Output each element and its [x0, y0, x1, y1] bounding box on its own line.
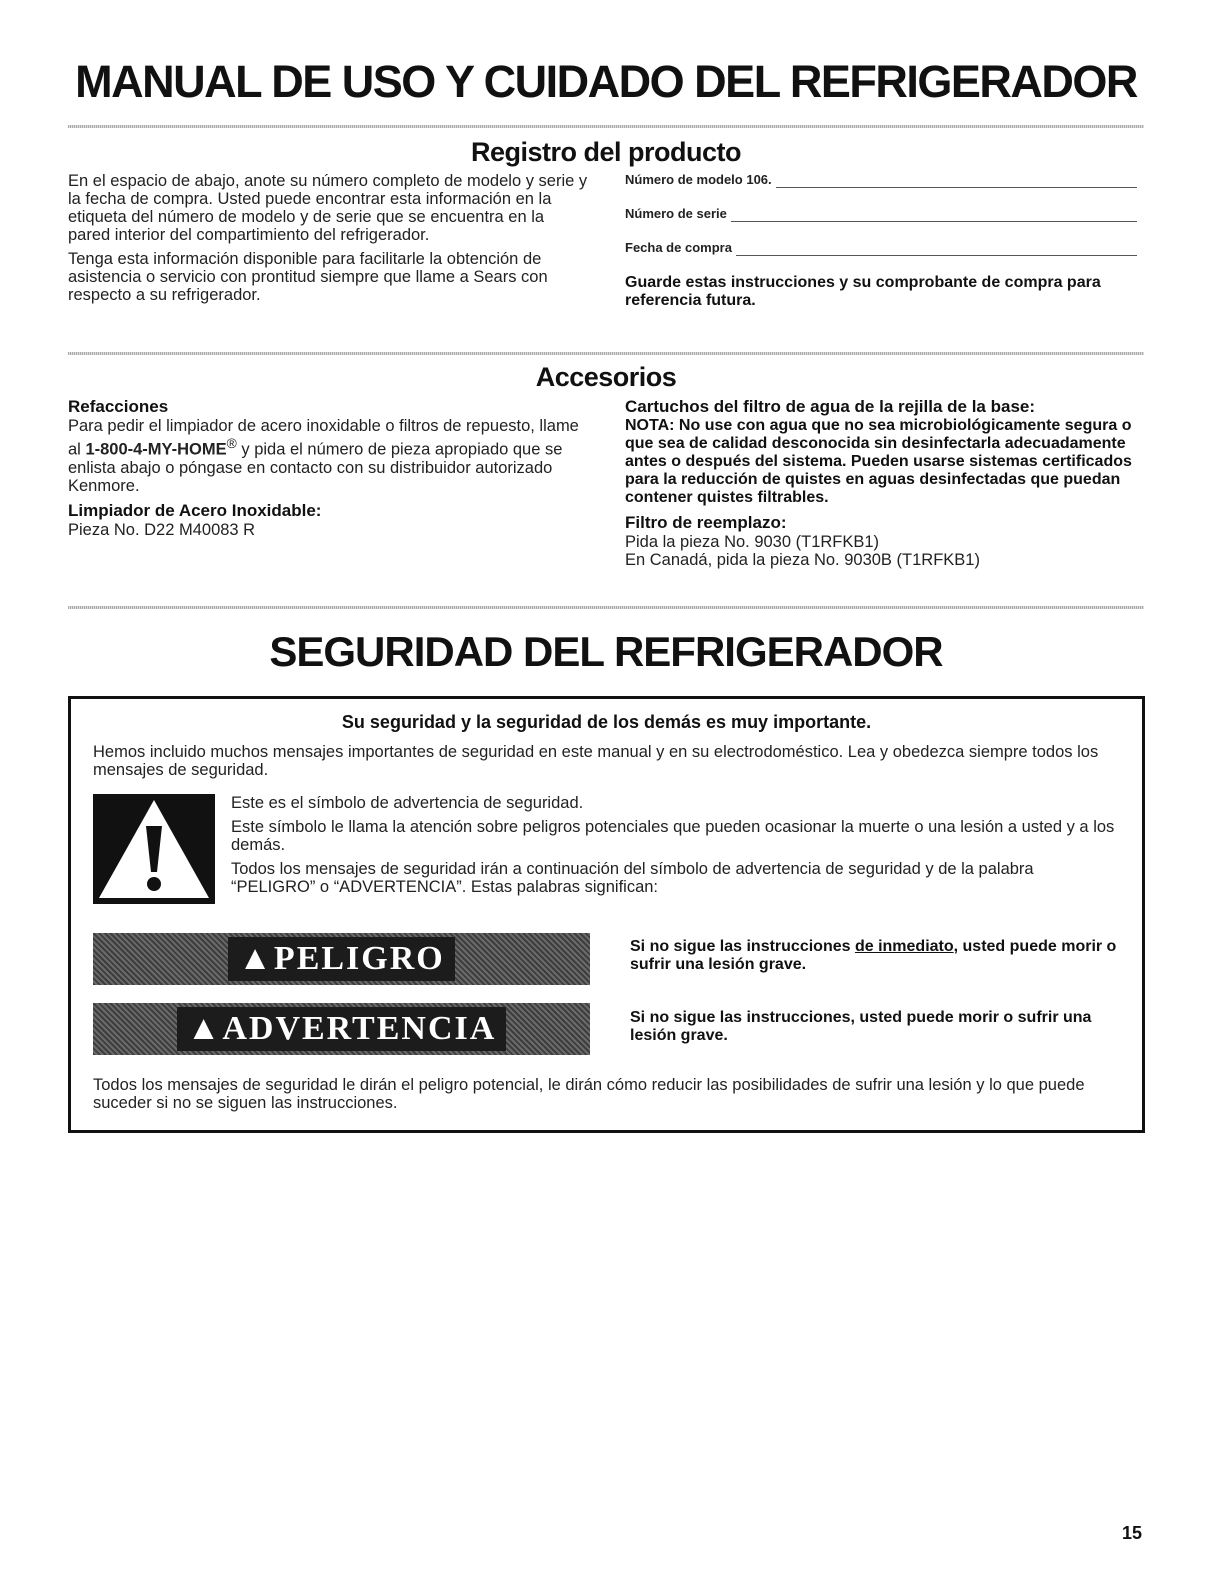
symbol-line-3: Todos los mensajes de seguridad irán a continuación del símbolo de advertencia de seguridad y de la palabra “PELIGRO” o “ADVERTENCIA”. Estas palabras significan: [231, 860, 1034, 896]
registro-fields [625, 172, 1137, 310]
refacciones-text-pre: Para pedir el limpiador de acero inoxidable o filtros de repuesto, llame al [68, 417, 579, 459]
advertencia-word: ADVERTENCIA [222, 1010, 497, 1047]
nota-text [625, 417, 1145, 507]
refacciones-title: Refacciones [68, 397, 169, 416]
registered-mark: ® [226, 436, 237, 451]
nota-label: NOTA: [625, 417, 675, 434]
phone-number: 1-800-4-MY-HOME [85, 440, 227, 459]
safety-box-heading: Su seguridad y la seguridad de los demás es muy importante. [341, 712, 872, 732]
safety-closing: Todos los mensajes de seguridad le dirán el peligro potencial, le dirán cómo reducir las posibilidades de sufrir una lesión y lo que puede suceder si no se siguen las instrucciones. [93, 1076, 1085, 1112]
divider [68, 125, 1144, 128]
registro-para-1: En el espacio de abajo, anote su número completo de modelo y serie y la fecha de compra. Usted puede encontrar esta información en la etiqueta del número de modelo y de serie que se encuentra en la pared interior del compartimiento del refrigerador. [68, 172, 588, 244]
serial-number-line[interactable] [731, 210, 1137, 222]
page-title: MANUAL DE USO Y CUIDADO DEL REFRIGERADOR [75, 56, 1137, 107]
accesorios-heading: Accesorios [535, 362, 677, 392]
symbol-explanation [231, 794, 1121, 902]
advertencia-label: ▲ADVERTENCIA [177, 1007, 507, 1051]
safety-box [68, 696, 1145, 1133]
divider [68, 352, 1144, 355]
peligro-banner [93, 933, 590, 985]
accesorios-right [625, 397, 1145, 569]
limpiador-title: Limpiador de Acero Inoxidable: [68, 500, 322, 520]
cartuchos-title: Cartuchos del filtro de agua de la rejilla de la base: [625, 397, 1036, 416]
registro-text [68, 172, 588, 310]
filtro-line-1: Pida la pieza No. 9030 (T1RFKB1) [625, 533, 880, 551]
peligro-desc-underline: de inmediato [854, 938, 954, 955]
advertencia-banner [93, 1003, 590, 1055]
peligro-desc-pre: Si no sigue las instrucciones [630, 938, 855, 955]
limpiador-part: Pieza No. D22 M40083 R [68, 520, 256, 539]
safety-intro: Hemos incluido muchos mensajes importantes de seguridad en este manual y en su electrodoméstico. Lea y obedezca siempre todos los mensajes de seguridad. [93, 743, 1099, 779]
warning-triangle-icon [93, 794, 215, 904]
refacciones-text [68, 417, 593, 495]
refacciones-text-post: y pida el número de pieza apropiado que se enlista abajo o póngase en contacto con su distribuidor autorizado Kenmore. [68, 440, 563, 495]
divider [68, 606, 1144, 609]
model-number-field[interactable] [625, 172, 1137, 188]
nota-body: No use con agua que no sea microbiológicamente segura o que sea de calidad desconocida sin desinfectarla adecuadamente antes o después del sistema. Pueden usarse sistemas certificados para la reducción de quistes en aguas desinfectadas que puedan contener quistes filtrables. [625, 417, 1132, 506]
symbol-line-1: Este es el símbolo de advertencia de seguridad. [231, 794, 584, 812]
seguridad-title: SEGURIDAD DEL REFRIGERADOR [269, 628, 943, 675]
purchase-date-line[interactable] [736, 244, 1137, 256]
filtro-title: Filtro de reemplazo: [625, 513, 787, 532]
serial-number-field[interactable] [625, 206, 1137, 222]
purchase-date-field[interactable] [625, 240, 1137, 256]
model-number-line[interactable] [776, 176, 1137, 188]
peligro-word: PELIGRO [273, 940, 445, 977]
accesorios-left [68, 397, 593, 539]
save-instructions-note: Guarde estas instrucciones y su comprobante de compra para referencia futura. [625, 274, 1101, 309]
symbol-line-2: Este símbolo le llama la atención sobre peligros potenciales que pueden ocasionar la muerte o una lesión a usted y a los demás. [231, 818, 1115, 854]
serial-number-label: Número de serie [625, 206, 727, 221]
peligro-desc-post: , usted puede morir o sufrir una lesión grave. [630, 938, 1117, 973]
peligro-description [630, 938, 1120, 974]
registro-heading: Registro del producto [470, 137, 741, 167]
advertencia-description: Si no sigue las instrucciones, usted puede morir o sufrir una lesión grave. [630, 1009, 1092, 1044]
model-number-label: Número de modelo 106. [625, 172, 772, 187]
registro-para-2: Tenga esta información disponible para facilitarle la obtención de asistencia o servicio con prontitud siempre que llame a Sears con respecto a su refrigerador. [68, 250, 548, 304]
safety-alert-symbol [93, 794, 215, 904]
peligro-label: ▲PELIGRO [228, 937, 454, 981]
purchase-date-label: Fecha de compra [625, 240, 732, 255]
page-number: 15 [1121, 1523, 1142, 1543]
filtro-line-2: En Canadá, pida la pieza No. 9030B (T1RFKB1) [625, 551, 980, 569]
